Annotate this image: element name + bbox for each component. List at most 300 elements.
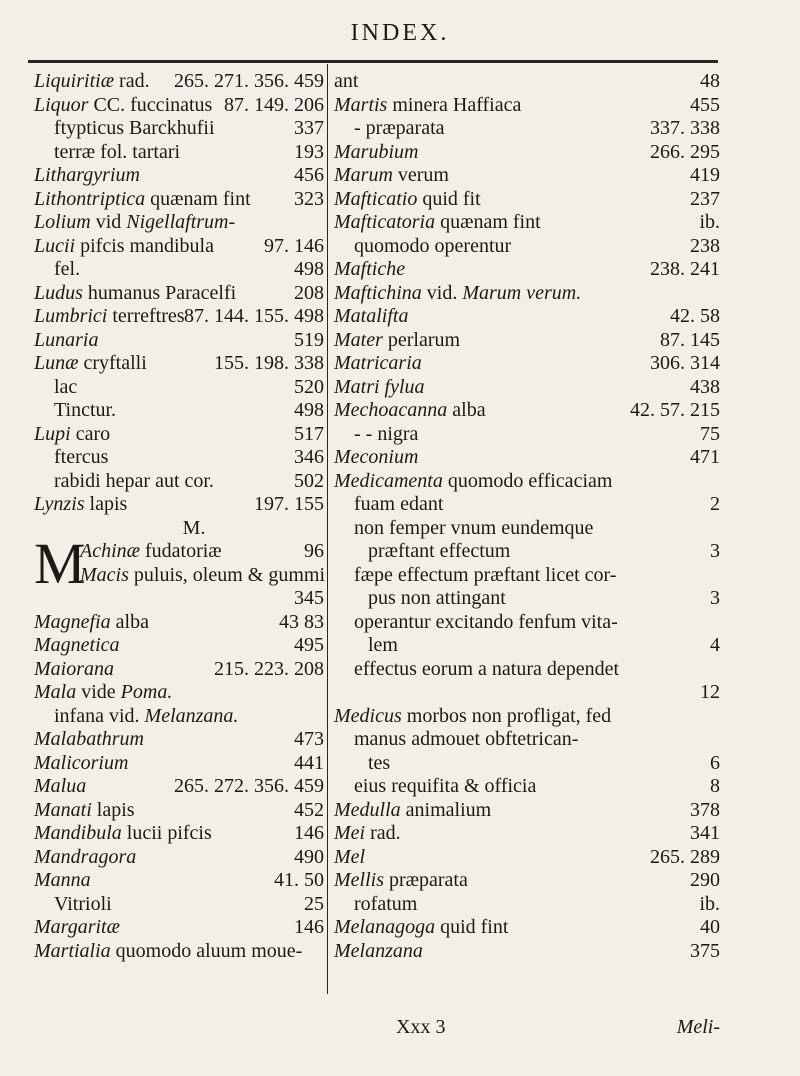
entry-description: alba	[110, 610, 149, 633]
entry-headword: Mei	[334, 822, 366, 844]
entry-page-ref: 456	[294, 164, 324, 186]
entry-page-ref: 520	[294, 375, 324, 398]
index-entry	[334, 141, 720, 165]
index-entry	[334, 188, 720, 212]
entry-description: infana vid.	[54, 704, 145, 727]
entry-headword: Malua	[34, 775, 87, 797]
entry-headword: Medicus	[334, 704, 402, 727]
entry-headword: Martialia	[34, 939, 111, 962]
entry-description: præparata	[384, 869, 468, 891]
entry-description: minera Haffiaca	[387, 93, 522, 116]
entry-headword: Macis	[80, 563, 129, 586]
entry-page-ref: 40	[700, 916, 720, 938]
entry-headword: Maftichina	[334, 281, 422, 304]
entry-page-ref: 519	[294, 328, 324, 351]
entry-headword: Lucii	[34, 234, 76, 257]
header-rule	[28, 60, 718, 63]
index-entry	[34, 493, 324, 517]
entry-page-ref: 87. 144. 155. 498	[184, 305, 324, 327]
entry-page-ref: 502	[294, 469, 324, 492]
entry-headword: Magnetica	[34, 634, 120, 656]
entry-headword: Achinæ	[80, 540, 140, 562]
entry-text	[334, 164, 449, 188]
entry-text	[334, 869, 468, 893]
entry-description: rofatum	[354, 892, 418, 915]
entry-page-ref: 75	[700, 422, 720, 445]
entry-text	[54, 893, 112, 917]
entry-text	[334, 188, 481, 212]
index-entry	[34, 352, 324, 376]
entry-text	[334, 282, 581, 306]
entry-page-ref: 441	[294, 751, 324, 774]
entry-description: vid	[90, 211, 127, 233]
entry-description: eius requifita & officia	[354, 775, 537, 797]
entry-description: caro	[70, 422, 111, 445]
entry-description: effectus eorum a natura dependet	[354, 657, 620, 680]
entry-page-ref: 237	[690, 187, 720, 210]
entry-page-ref: 265. 272. 356. 459	[174, 775, 324, 797]
entry-headword: Mala	[34, 681, 77, 703]
index-entry	[34, 681, 324, 705]
index-entry	[334, 446, 720, 470]
entry-page-ref: 265. 289	[650, 845, 720, 868]
index-entry	[34, 235, 324, 259]
index-entry	[34, 258, 324, 282]
entry-text	[354, 517, 593, 541]
index-entry	[34, 752, 324, 776]
index-entry	[334, 70, 720, 94]
entry-text	[334, 258, 405, 282]
entry-headword: Mandragora	[34, 845, 137, 868]
entry-description: Vitrioli	[54, 892, 112, 915]
entry-text	[34, 423, 110, 447]
entry-text	[334, 846, 365, 870]
section-letter-text: M.	[182, 516, 206, 539]
entry-description: verum	[392, 164, 449, 186]
entry-text	[354, 611, 618, 635]
entry-page-ref: 498	[294, 258, 324, 280]
entry-text	[34, 235, 214, 259]
entry-page-ref: 3	[710, 540, 720, 562]
entry-description: fel.	[54, 258, 81, 280]
entry-text	[334, 399, 486, 423]
entry-page-ref: 155. 198. 338	[214, 352, 324, 374]
dropcap-line-2	[80, 564, 325, 588]
entry-headword: Mel	[334, 845, 366, 868]
entry-description: præftant effectum	[368, 540, 511, 562]
entry-headword: Medicamenta	[334, 469, 443, 492]
entry-description: Tinctur.	[54, 399, 117, 421]
index-entry	[334, 235, 720, 259]
entry-text	[334, 329, 460, 353]
entry-description: CC. fuccinatus	[88, 93, 213, 116]
index-entry	[334, 164, 720, 188]
entry-text	[334, 470, 612, 494]
entry-headword: Lithargyrium	[34, 164, 140, 186]
entry-headword: Mandibula	[34, 822, 122, 844]
entry-page-ref: 323	[294, 187, 324, 210]
entry-page-ref: 146	[294, 822, 324, 844]
entry-page-ref: 345	[294, 587, 324, 609]
entry-text	[34, 916, 120, 940]
index-entry	[334, 705, 720, 729]
entry-text	[34, 188, 251, 212]
entry-headword: Malabathrum	[34, 728, 144, 750]
entry-headword: Meconium	[334, 446, 419, 468]
entry-text	[334, 352, 422, 376]
entry-text	[354, 423, 418, 447]
entry-text	[34, 940, 302, 964]
entry-crossref: Marum verum.	[462, 281, 582, 304]
entry-text	[54, 470, 214, 494]
entry-description: lapis	[91, 798, 135, 821]
entry-description: morbos non profligat, fed	[401, 704, 612, 727]
entry-description: quid fit	[417, 187, 481, 210]
entry-headword: Mafticatoria	[334, 211, 436, 233]
entry-description: rad.	[114, 70, 150, 92]
entry-headword: Margaritæ	[34, 916, 120, 938]
index-entry	[34, 188, 324, 212]
entry-description: quænam fint	[435, 211, 541, 233]
index-entry	[34, 587, 324, 611]
entry-headword: Mellis	[334, 869, 384, 891]
entry-headword: Lithontriptica	[34, 187, 146, 210]
entry-page-ref: 495	[294, 634, 324, 656]
entry-text	[34, 869, 91, 893]
entry-text	[354, 775, 536, 799]
entry-page-ref: ib.	[699, 892, 720, 915]
entry-text	[34, 305, 185, 329]
entry-text	[34, 611, 149, 635]
entry-headword: Lunaria	[34, 328, 99, 351]
entry-text	[334, 94, 521, 118]
entry-description: lucii pifcis	[121, 822, 212, 844]
entry-description: - præparata	[354, 117, 445, 139]
index-entry	[334, 658, 720, 682]
index-entry	[34, 423, 324, 447]
entry-headword: Manati	[34, 798, 92, 821]
entry-description: manus admouet obftetrican-	[354, 728, 579, 750]
entry-text	[34, 822, 212, 846]
entry-headword: Lunæ	[34, 352, 79, 374]
left-column	[34, 70, 324, 963]
index-entry	[334, 94, 720, 118]
signature-mark: Xxx 3	[396, 1016, 446, 1038]
index-entry	[34, 869, 324, 893]
entry-description: quomodo efficaciam	[442, 469, 613, 492]
entry-page-ref: 517	[294, 422, 324, 445]
entry-description: fæpe effectum præftant licet cor-	[354, 563, 617, 586]
entry-headword: Liquiritiæ	[34, 70, 115, 92]
entry-description: quænam fint	[145, 187, 251, 210]
entry-text	[334, 70, 358, 94]
entry-page-ref: 97. 146	[264, 234, 324, 257]
entry-description: terræ fol. tartari	[54, 140, 181, 163]
right-column	[334, 70, 720, 963]
entry-headword: Matalifta	[334, 305, 409, 327]
entry-text	[334, 799, 491, 823]
entry-text	[334, 940, 423, 964]
entry-page-ref: 341	[690, 822, 720, 844]
entry-description: cryftalli	[78, 352, 147, 374]
index-entry	[334, 470, 720, 494]
entry-description: puluis, oleum & gummi	[128, 563, 326, 586]
entry-headword: Manna	[34, 869, 91, 891]
entry-text	[354, 658, 619, 682]
entry-headword: Lolium	[34, 211, 91, 233]
entry-description: pifcis mandibula	[75, 234, 214, 257]
entry-page-ref: 346	[294, 446, 324, 468]
index-entry	[34, 893, 324, 917]
entry-page-ref: 238	[690, 234, 720, 257]
index-entry	[334, 423, 720, 447]
entry-page-ref: 8	[710, 775, 720, 797]
entry-headword: Melanzana	[334, 939, 423, 962]
entry-text	[34, 94, 212, 118]
entry-description: - - nigra	[354, 422, 419, 445]
index-entry	[34, 916, 324, 940]
index-entry	[34, 446, 324, 470]
entry-page-ref: 238. 241	[650, 258, 720, 280]
dropcap-entry	[34, 531, 326, 596]
index-entry	[34, 305, 324, 329]
entry-headword: Mater	[334, 328, 383, 351]
entry-text	[54, 141, 180, 165]
entry-page-ref: 265. 271. 356. 459	[174, 70, 324, 92]
entry-page-ref: 208	[294, 281, 324, 304]
entry-description: animalium	[400, 798, 492, 821]
index-entry	[334, 846, 720, 870]
entry-page-ref: 375	[690, 939, 720, 962]
entry-description: fuam edant	[354, 493, 444, 515]
entry-page-ref: 6	[710, 751, 720, 774]
entry-text	[334, 376, 425, 400]
index-entry	[334, 940, 720, 964]
entry-page-ref: 337	[294, 117, 324, 139]
index-entry	[334, 352, 720, 376]
entry-text	[54, 446, 108, 470]
index-entry	[34, 634, 324, 658]
index-entry	[34, 658, 324, 682]
entry-headword: Lynzis	[34, 493, 85, 515]
entry-page-ref: 43 83	[279, 610, 324, 633]
entry-text	[34, 329, 98, 353]
index-entry	[34, 846, 324, 870]
index-entry	[34, 141, 324, 165]
entry-text	[368, 587, 506, 611]
index-entry	[334, 775, 720, 799]
entry-text	[54, 117, 215, 141]
entry-description: ftercus	[54, 446, 109, 468]
entry-text	[34, 681, 172, 705]
index-entry	[334, 681, 720, 705]
index-entry	[34, 775, 324, 799]
entry-text	[354, 235, 511, 259]
entry-description: vid.	[421, 281, 463, 304]
entry-text	[34, 352, 147, 376]
index-entry	[334, 587, 720, 611]
index-entry	[334, 329, 720, 353]
entry-text	[354, 564, 616, 588]
index-entry	[34, 211, 324, 235]
entry-page-ref: 473	[294, 728, 324, 750]
index-entry	[334, 282, 720, 306]
index-entry	[34, 376, 324, 400]
index-entry	[334, 517, 720, 541]
index-entry	[34, 329, 324, 353]
entry-text	[34, 164, 140, 188]
index-entry	[34, 70, 324, 94]
index-entry	[334, 799, 720, 823]
index-entry	[334, 611, 720, 635]
entry-text	[54, 705, 238, 729]
index-entry	[34, 164, 324, 188]
entry-page-ref: 4	[710, 634, 720, 656]
index-entry	[334, 305, 720, 329]
entry-page-ref: 87. 149. 206	[224, 93, 324, 116]
entry-text	[334, 446, 418, 470]
entry-page-ref: 419	[690, 164, 720, 186]
entry-page-ref: 41. 50	[274, 869, 324, 891]
entry-headword: Medulla	[334, 798, 401, 821]
entry-page-ref: 2	[710, 493, 720, 515]
entry-text	[34, 70, 150, 94]
index-entry	[334, 258, 720, 282]
entry-description: rad.	[365, 822, 401, 844]
entry-description: quomodo aluum moue-	[110, 939, 303, 962]
index-entry	[334, 916, 720, 940]
entry-description: pus non attingant	[368, 587, 506, 609]
entry-headword: Lupi	[34, 422, 71, 445]
entry-headword: Mafticatio	[334, 187, 418, 210]
entry-page-ref: 290	[690, 869, 720, 891]
entry-headword: Maiorana	[34, 657, 114, 680]
entry-page-ref: 471	[690, 446, 720, 468]
entry-description: vide	[76, 681, 121, 703]
entry-page-ref: 42. 57. 215	[630, 399, 720, 421]
index-entry	[34, 728, 324, 752]
page-header: INDEX.	[350, 20, 450, 46]
entry-text	[334, 916, 508, 940]
index-entry	[334, 822, 720, 846]
index-entry	[334, 493, 720, 517]
column-divider	[327, 64, 328, 994]
entry-text	[354, 493, 443, 517]
entry-text	[334, 705, 611, 729]
entry-page-ref: 146	[294, 916, 324, 938]
entry-page-ref: 3	[710, 587, 720, 609]
entry-text	[34, 634, 120, 658]
entry-headword: Mechoacanna	[334, 399, 448, 421]
entry-headword: Liquor	[34, 93, 89, 116]
entry-description: terreftres	[107, 305, 185, 327]
index-entry	[334, 376, 720, 400]
entry-text	[334, 822, 401, 846]
dropcap-letter: M	[34, 531, 86, 596]
entry-page-ref: 498	[294, 399, 324, 421]
index-entry	[34, 399, 324, 423]
entry-description: quid fint	[435, 916, 509, 938]
entry-page-ref: 266. 295	[650, 140, 720, 163]
entry-page-ref: 490	[294, 845, 324, 868]
index-entry	[334, 728, 720, 752]
entry-page-ref: 48	[700, 70, 720, 92]
entry-headword: Marum	[334, 164, 393, 186]
entry-page-ref: 306. 314	[650, 352, 720, 374]
entry-description: humanus Paracelfi	[82, 281, 237, 304]
entry-page-ref: 215. 223. 208	[214, 657, 324, 680]
entry-text	[34, 799, 135, 823]
entry-crossref: Poma.	[120, 681, 173, 703]
entry-description: lapis	[84, 493, 128, 515]
entry-description: perlarum	[382, 328, 461, 351]
entry-page-ref: 193	[294, 140, 324, 163]
entry-crossref: Nigellaftrum-	[126, 211, 236, 233]
entry-description: lem	[368, 634, 398, 656]
entry-text	[368, 634, 398, 658]
index-entry	[34, 611, 324, 635]
entry-text	[34, 752, 128, 776]
entry-text	[334, 305, 408, 329]
entry-text	[34, 493, 127, 517]
entry-page-ref: 96	[304, 540, 324, 562]
entry-headword: Ludus	[34, 281, 83, 304]
entry-description: operantur excitando fenfum vita-	[354, 610, 618, 633]
entry-page-ref: 337. 338	[650, 117, 720, 139]
index-entry	[34, 940, 324, 964]
index-entry	[334, 399, 720, 423]
entry-text	[34, 282, 236, 306]
entry-headword: Martis	[334, 93, 388, 116]
entry-page-ref: 25	[304, 892, 324, 915]
entry-page-ref: 455	[690, 93, 720, 116]
entry-text	[34, 211, 235, 235]
index-entry	[334, 117, 720, 141]
index-entry	[334, 634, 720, 658]
index-entry	[34, 799, 324, 823]
entry-text	[34, 658, 114, 682]
entry-text	[34, 775, 86, 799]
entry-text	[34, 728, 144, 752]
entry-page-ref: ib.	[699, 211, 720, 233]
index-entry	[334, 211, 720, 235]
index-entry	[34, 282, 324, 306]
entry-text	[334, 211, 541, 235]
entry-description: tes	[368, 751, 391, 774]
index-entry	[34, 94, 324, 118]
entry-text	[54, 258, 80, 282]
entry-page-ref: 378	[690, 798, 720, 821]
index-entry	[334, 540, 720, 564]
entry-description: alba	[447, 399, 486, 421]
entry-page-ref: 87. 145	[660, 328, 720, 351]
entry-headword: Matri fylua	[334, 375, 425, 398]
index-entry	[34, 117, 324, 141]
entry-headword: Malicorium	[34, 751, 129, 774]
entry-description: quomodo operentur	[354, 234, 512, 257]
entry-text	[334, 141, 418, 165]
entry-headword: Marubium	[334, 140, 419, 163]
entry-description: lac	[54, 375, 78, 398]
index-entry	[334, 893, 720, 917]
entry-description: non femper vnum eundemque	[354, 516, 594, 539]
entry-text	[54, 376, 77, 400]
entry-text	[354, 117, 445, 141]
entry-text	[368, 752, 390, 776]
dropcap-line-1	[80, 540, 222, 564]
index-entry	[334, 564, 720, 588]
entry-description: fudatoriæ	[140, 540, 222, 562]
